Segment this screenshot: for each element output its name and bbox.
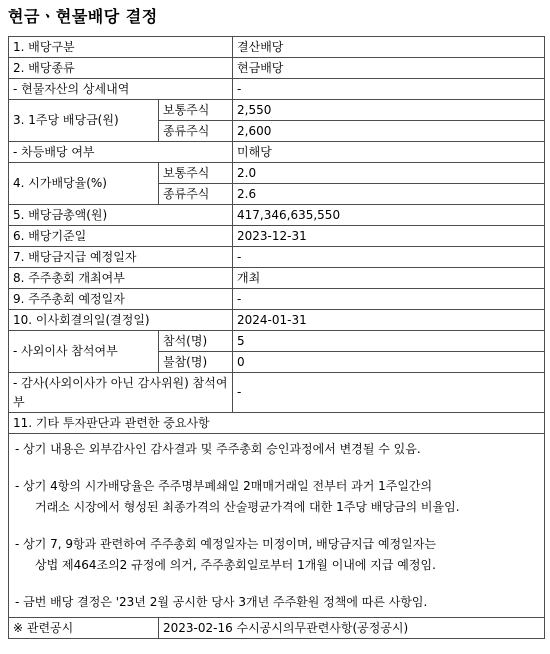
table-row [9,310,545,331]
row-value: 5 [233,331,545,352]
row-value: 2023-12-31 [233,226,545,247]
row-label: 7. 배당금지급 예정일자 [9,247,233,268]
row-label: 3. 1주당 배당금(원) [9,100,159,142]
table-row [9,37,545,58]
row-sublabel: 참석(명) [159,331,233,352]
table-row [9,268,545,289]
note-text: - 상기 4항의 시가배당율은 주주명부폐쇄일 2매매거래일 전부터 과거 1주일간의 [15,479,433,493]
note-text: 상법 제464조의2 규정에 의거, 주주총회일로부터 1개월 이내에 지급 예정임. [35,558,436,572]
table-row [9,79,545,100]
table-row [9,618,545,639]
row-value: 결산배당 [233,37,545,58]
row-label: - 감사(사외이사가 아닌 감사위원) 참석여부 [9,373,233,413]
row-label: 10. 이사회결의일(결정일) [9,310,233,331]
table-row [9,142,545,163]
row-value: 2.0 [233,163,545,184]
row-label: - 현물자산의 상세내역 [9,79,233,100]
row-label: 9. 주주총회 예정일자 [9,289,233,310]
row-label: - 차등배당 여부 [9,142,233,163]
disclosure-table [8,36,545,639]
row-value: 417,346,635,550 [233,205,545,226]
table-row [9,100,545,121]
row-value: - [233,373,545,413]
row-value: 0 [233,352,545,373]
row-value: - [233,247,545,268]
table-row [9,226,545,247]
note-text: - 상기 내용은 외부감사인 감사결과 및 주주총회 승인과정에서 변경될 수 있음. [15,442,421,456]
table-row [9,163,545,184]
table-row [9,205,545,226]
table-row [9,247,545,268]
table-row [9,289,545,310]
row-label: 1. 배당구분 [9,37,233,58]
row-value: 개최 [233,268,545,289]
row-label: 6. 배당기준일 [9,226,233,247]
table-row [9,413,545,434]
related-label: ※ 관련공시 [9,618,159,639]
row-sublabel: 보통주식 [159,163,233,184]
row-label: 2. 배당종류 [9,58,233,79]
table-row [9,58,545,79]
row-value: 2024-01-31 [233,310,545,331]
note-text: 거래소 시장에서 형성된 최종가격의 산술평균가격에 대한 1주당 배당금의 비율임. [35,500,460,514]
table-row [9,434,545,618]
row-value: 현금배당 [233,58,545,79]
row-sublabel: 불참(명) [159,352,233,373]
row-value: 2,600 [233,121,545,142]
notes-cell [9,434,545,618]
row-value: 2,550 [233,100,545,121]
row-value: 미해당 [233,142,545,163]
related-link[interactable]: 2023-02-16 수시공시의무관련사항(공정공시) [159,618,545,639]
page-title: 현금ㆍ현물배당 결정 [8,7,158,26]
note-text: - 금번 배당 결정은 '23년 2월 공시한 당사 3개년 주주환원 정책에 따른 사항임. [15,595,428,609]
row-sublabel: 종류주식 [159,121,233,142]
row-label: - 사외이사 참석여부 [9,331,159,373]
row-label: 4. 시가배당율(%) [9,163,159,205]
row-label: 11. 기타 투자판단과 관련한 중요사항 [9,413,545,434]
row-value: - [233,79,545,100]
table-row [9,331,545,352]
row-value: 2.6 [233,184,545,205]
row-label: 5. 배당금총액(원) [9,205,233,226]
row-value: - [233,289,545,310]
row-sublabel: 종류주식 [159,184,233,205]
row-sublabel: 보통주식 [159,100,233,121]
note-text: - 상기 7, 9항과 관련하여 주주총회 예정일자는 미정이며, 배당금지급 예정일자는 [15,537,436,551]
row-label: 8. 주주총회 개최여부 [9,268,233,289]
table-row [9,373,545,413]
